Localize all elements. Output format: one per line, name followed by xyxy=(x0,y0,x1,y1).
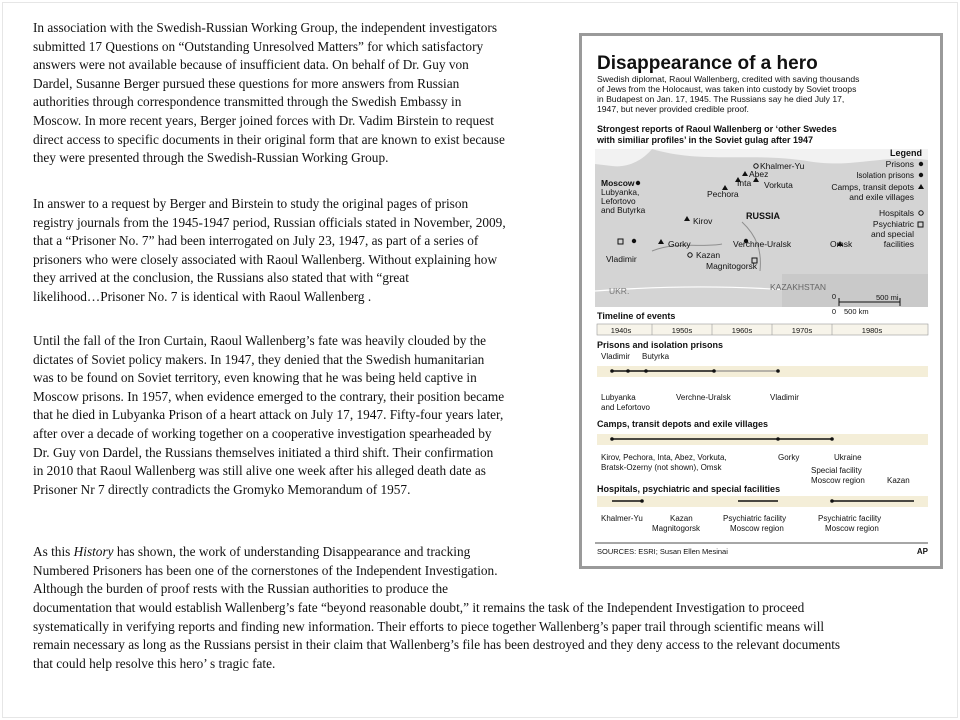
timeline-label: Special facility xyxy=(811,466,862,475)
text-line: direct access to specific documents in their original form that are known to exist because xyxy=(33,131,505,147)
text-line: systematically in verifying reports and finding new information. Their efforts to piece together Wallenberg’s paper trail through scientific means will xyxy=(33,618,825,634)
timeline-label: Vladimir xyxy=(601,352,630,361)
label-inta: Inta xyxy=(737,178,752,188)
text-line: in 2010 that Raoul Wallenberg was still alive one week after his alleged death date as xyxy=(33,463,486,479)
timeline-label: Gorky xyxy=(778,453,800,462)
label-butyrka: and Butyrka xyxy=(601,205,646,215)
timeline-label: Psychiatric facility xyxy=(723,514,787,523)
text-line: they arrived at the conclusion, the Russians also stated that with “great xyxy=(33,270,409,286)
text-line: Until the fall of the Iron Curtain, Raoul Wallenberg’s fate was heavily clouded by the xyxy=(33,333,486,348)
news-graphic-svg xyxy=(582,36,940,566)
text-line: In answer to a request by Berger and Birstein to study the original pages of prison xyxy=(33,196,469,211)
isolation-prison-icon xyxy=(919,173,923,177)
timeline-section-prisons: Prisons and isolation prisons xyxy=(597,340,724,350)
timeline-event xyxy=(712,369,716,373)
timeline-label: Bratsk-Ozerny (not shown), Omsk xyxy=(601,463,722,472)
timeline-event xyxy=(640,499,644,503)
timeline-event xyxy=(776,437,780,441)
text-line: Although the burden of proof rests with the Russian authorities to produce the xyxy=(33,581,449,597)
timeline-event xyxy=(776,369,780,373)
decade-label: 1950s xyxy=(671,326,693,335)
label-magnitogorsk: Magnitogorsk xyxy=(706,261,758,271)
text-line: documentation that would establish Wallenberg’s fate “beyond reasonable doubt,” it remains the task of the Independent Investigation to proceed xyxy=(33,600,805,615)
label-lefortovo: Lefortovo xyxy=(601,196,636,206)
scale-km: 500 km xyxy=(844,307,869,316)
prison-marker xyxy=(636,181,640,185)
text-line: that he died in Lubyanka Prison of a heart attack on July 17, 1947. Fifty-four years later, xyxy=(33,407,504,423)
text-line: that could help resolve this hero’ s tragic fate. xyxy=(33,655,276,671)
scale-miles: 500 mi xyxy=(876,293,899,302)
legend-prisons: Prisons xyxy=(885,159,914,169)
text-line: Prisoner Nr 7 directly contradicts the Gromyko Memorandum of 1957. xyxy=(33,481,411,497)
timeline-label: Psychiatric facility xyxy=(818,514,882,523)
text-line: answers were not available because of insufficient data. On behalf of Dr. Guy von xyxy=(33,57,469,73)
timeline-label: Kirov, Pechora, Inta, Abez, Vorkuta, xyxy=(601,453,727,462)
label-moscow: Moscow xyxy=(601,178,635,188)
intro-line: in Budapest on Jan. 17, 1945. The Russians say he died July 17, xyxy=(597,94,845,104)
label-pechora: Pechora xyxy=(707,189,739,199)
text-fragment: has shown, the work of understanding Disappearance and tracking xyxy=(113,544,471,559)
map-heading-line: with similiar profiles’ in the Soviet gulag after 1947 xyxy=(597,135,814,145)
intro-line: Swedish diplomat, Raoul Wallenberg, credited with saving thousands xyxy=(597,74,860,84)
timeline-event xyxy=(830,437,834,441)
map-heading-line: Strongest reports of Raoul Wallenberg or ‘other Swedes xyxy=(597,124,837,134)
timeline-event xyxy=(830,499,834,503)
legend-isolation: Isolation prisons xyxy=(856,171,914,180)
decade-label: 1970s xyxy=(791,326,813,335)
intro-line: of Jews from the Holocaust, was taken into custody by Soviet troops xyxy=(597,84,857,94)
paragraph-working-group xyxy=(33,19,555,168)
italic-history: History xyxy=(73,544,114,559)
text-line xyxy=(33,543,553,562)
scale-zero: 0 xyxy=(831,307,836,316)
timeline-event xyxy=(610,437,614,441)
news-graphic xyxy=(579,33,943,569)
timeline-label: Butyrka xyxy=(642,352,670,361)
timeline-event xyxy=(610,369,614,373)
timeline-label: Lubyanka xyxy=(601,393,636,402)
sources-credit: SOURCES: ESRI; Susan Ellen Mesinai xyxy=(597,547,728,556)
decade-label: 1980s xyxy=(861,326,883,335)
text-line: registry journals from the 1945-1947 period, Russian officials stated in November, 2009, xyxy=(33,214,506,230)
label-kazakhstan: KAZAKHSTAN xyxy=(770,282,827,292)
legend-title: Legend xyxy=(889,148,922,158)
legend-psychiatric: and special xyxy=(870,229,914,239)
scale-zero: 0 xyxy=(831,292,836,301)
timeline-label: Khalmer-Yu xyxy=(601,514,643,523)
text-fragment: As this xyxy=(33,544,74,559)
text-line: In association with the Swedish-Russian Working Group, the independent investigators xyxy=(33,20,498,35)
paragraph-conclusion-part2 xyxy=(33,599,933,673)
label-lubyanka: Lubyanka, xyxy=(601,187,640,197)
timeline-label: Moscow region xyxy=(730,524,784,533)
timeline-title: Timeline of events xyxy=(597,311,676,321)
decade-label: 1940s xyxy=(610,326,632,335)
label-vladimir: Vladimir xyxy=(606,254,637,264)
timeline-label: Vladimir xyxy=(770,393,799,402)
paragraph-prisoner-no-7 xyxy=(33,195,555,307)
legend-hospitals: Hospitals xyxy=(879,208,914,218)
label-kirov: Kirov xyxy=(693,216,713,226)
timeline-label: and Lefortovo xyxy=(601,403,650,412)
timeline-section-camps: Camps, transit depots and exile villages xyxy=(597,419,769,429)
label-omsk: Omsk xyxy=(830,239,853,249)
label-abez: Abez xyxy=(749,169,769,179)
legend-psychiatric: Psychiatric xyxy=(872,219,914,229)
label-vorkuta: Vorkuta xyxy=(764,180,793,190)
timeline-event xyxy=(626,369,630,373)
text-line: likelihood…Prisoner No. 7 is identical with Raoul Wallenberg . xyxy=(33,288,372,304)
legend-camps: and exile villages xyxy=(849,192,914,202)
timeline xyxy=(597,311,928,533)
text-line: Moscow. In more recent years, Berger joined forces with Dr. Vadim Birstein to request xyxy=(33,112,494,128)
prison-icon xyxy=(919,162,923,166)
label-khalmer-yu: Khalmer-Yu xyxy=(760,161,805,171)
label-verchne-uralsk: Verchne-Uralsk xyxy=(733,239,792,249)
graphic-title: Disappearance of a hero xyxy=(597,53,818,74)
text-line: after over a decade of working together on a cooperative investigation spearheaded by xyxy=(33,425,492,441)
text-line: submitted 17 Questions on “Outstanding Unresolved Matters” for which satisfactory xyxy=(33,38,484,54)
text-line: they were presented through the Swedish-Russian Working Group. xyxy=(33,150,389,166)
text-line: Numbered Prisoners has been one of the cornerstones of the Independent Investigation. xyxy=(33,562,498,578)
timeline-label: Moscow region xyxy=(825,524,879,533)
text-line: authorities through correspondence transmitted through the Swedish Embassy in xyxy=(33,94,462,110)
label-kazan: Kazan xyxy=(696,250,721,260)
legend-psychiatric: facilities xyxy=(883,239,914,249)
paragraph-conclusion-part1 xyxy=(33,543,553,599)
label-ukraine: UKR. xyxy=(609,286,630,296)
text-line: was to be found on Soviet territory, even knowing that he was being held captive in xyxy=(33,370,477,386)
text-line: that a “Prisoner No. 7” had been interrogated on July 23, 1947, as part of a series of xyxy=(33,233,479,249)
text-line: Moscow prisons. In 1957, when evidence emerged to the contrary, their position became xyxy=(33,388,505,404)
text-line: Dr. Guy von Dardel, the Russians themselves initiated a third shift. Their confirmation xyxy=(33,444,494,460)
decade-label: 1960s xyxy=(731,326,753,335)
text-line: remain necessary as long as the Russians persist in their claim that Wallenberg’s file has been destroyed and they deny access to the relevant documents xyxy=(33,637,841,653)
label-gorky: Gorky xyxy=(668,239,691,249)
label-russia: RUSSIA xyxy=(746,211,781,221)
ap-credit: AP xyxy=(916,547,928,556)
timeline-label: Kazan xyxy=(887,476,910,485)
timeline-label: Kazan xyxy=(670,514,693,523)
timeline-event xyxy=(644,369,648,373)
timeline-label: Verchne-Uralsk xyxy=(676,393,731,402)
legend-camps: Camps, transit depots xyxy=(831,182,914,192)
paragraph-iron-curtain xyxy=(33,332,555,499)
timeline-label: Magnitogorsk xyxy=(652,524,701,533)
text-line: prisoners who were closely associated with Raoul Wallenberg. Without explaining how xyxy=(33,251,498,267)
text-line: Dardel, Susanne Berger pursued these questions for more answers from Russian xyxy=(33,75,460,91)
timeline-label: Ukraine xyxy=(834,453,862,462)
timeline-section-hospitals: Hospitals, psychiatric and special facilities xyxy=(597,484,781,494)
intro-line: 1947, but never provided credible proof. xyxy=(597,104,749,114)
timeline-label: Moscow region xyxy=(811,476,865,485)
prison-marker xyxy=(632,239,636,243)
text-line: dictates of Soviet policy makers. In 1947, they denied that the Swedish humanitarian xyxy=(33,351,485,367)
